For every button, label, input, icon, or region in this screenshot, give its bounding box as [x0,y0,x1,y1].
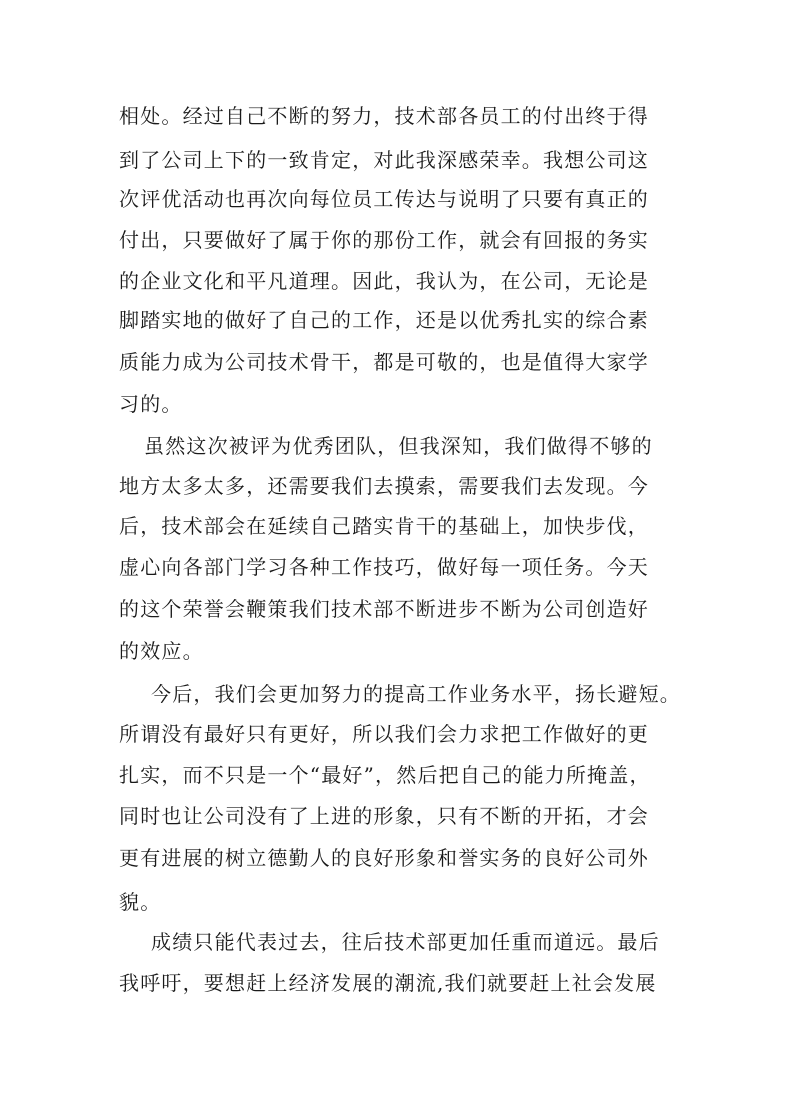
text-line: 虚心向各部门学习各种工作技巧，做好每一项任务。今天 [119,555,649,579]
text-line: 的企业文化和平凡道理。因此，我认为，在公司，无论是 [119,269,649,293]
text-line: 质能力成为公司技术骨干，都是可敬的，也是值得大家学 [119,350,649,374]
text-line: 更有进展的树立德勤人的良好形象和誉实务的良好公司外 [119,846,649,870]
text-line: 的效应。 [119,639,204,663]
text-line: 扎实，而不只是一个“最好”，然后把自己的能力所掩盖， [119,763,651,787]
text-line: 地方太多太多，还需要我们去摸索，需要我们去发现。今 [119,474,649,498]
text-line: 成绩只能代表过去，往后技术部更加任重而道远。最后 [151,930,660,954]
text-line: 相处。经过自己不断的努力，技术部各员工的付出终于得 [119,104,649,128]
text-line: 今后，我们会更加努力的提高工作业务水平，扬长避短。 [151,682,681,706]
text-line: 貌。 [119,890,162,914]
text-line: 习的。 [119,392,183,416]
text-line: 我呼吁，要想赶上经济发展的潮流,我们就要赶上社会发展 [119,971,657,995]
text-line: 虽然这次被评为优秀团队，但我深知，我们做得不够的 [144,434,653,458]
text-line: 所谓没有最好只有更好，所以我们会力求把工作做好的更 [119,722,649,746]
text-line: 次评优活动也再次向每位员工传达与说明了只要有真正的 [119,187,649,211]
text-line: 的这个荣誉会鞭策我们技术部不断进步不断为公司创造好 [119,597,649,621]
text-line: 脚踏实地的做好了自己的工作，还是以优秀扎实的综合素 [119,308,649,332]
text-line: 后，技术部会在延续自己踏实肯干的基础上，加快步伐， [119,514,649,538]
text-line: 同时也让公司没有了上进的形象，只有不断的开拓，才会 [119,804,649,828]
text-line: 到了公司上下的一致肯定，对此我深感荣幸。我想公司这 [119,148,649,172]
text-line: 付出，只要做好了属于你的那份工作，就会有回报的务实 [119,228,649,252]
